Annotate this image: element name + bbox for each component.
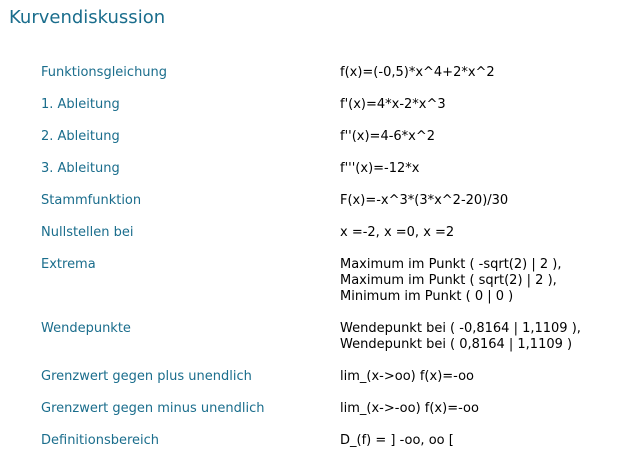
value-line: lim_(x->-oo) f(x)=-oo bbox=[340, 401, 479, 416]
value-line: Wendepunkt bei ( 0,8164 | 1,1109 ) bbox=[340, 337, 573, 352]
row-value bbox=[340, 57, 581, 89]
row-label: Funktionsgleichung bbox=[41, 65, 168, 80]
value-line: f'''(x)=-12*x bbox=[340, 161, 420, 176]
table-row bbox=[41, 185, 581, 217]
row-value bbox=[340, 153, 581, 185]
page-title: Kurvendiskussion bbox=[9, 7, 166, 28]
table-row bbox=[41, 121, 581, 153]
value-line: f''(x)=4-6*x^2 bbox=[340, 129, 436, 144]
value-line: lim_(x->oo) f(x)=-oo bbox=[340, 369, 474, 384]
value-line: x =-2, x =0, x =2 bbox=[340, 225, 455, 240]
row-value bbox=[340, 217, 581, 249]
value-line: Maximum im Punkt ( -sqrt(2) | 2 ), bbox=[340, 257, 562, 272]
table-row bbox=[41, 153, 581, 185]
value-line: Minimum im Punkt ( 0 | 0 ) bbox=[340, 289, 514, 304]
row-value bbox=[340, 185, 581, 217]
table-row bbox=[41, 361, 581, 393]
row-label: 1. Ableitung bbox=[41, 97, 120, 112]
row-label: Nullstellen bei bbox=[41, 225, 134, 240]
value-line: f'(x)=4*x-2*x^3 bbox=[340, 97, 446, 112]
row-label: Extrema bbox=[41, 257, 96, 272]
row-label: Definitionsbereich bbox=[41, 433, 160, 448]
table-row bbox=[41, 313, 581, 361]
value-line: Wendepunkt bei ( -0,8164 | 1,1109 ), bbox=[340, 321, 581, 336]
row-value bbox=[340, 393, 581, 425]
row-label: Grenzwert gegen minus unendlich bbox=[41, 401, 265, 416]
row-label: Grenzwert gegen plus unendlich bbox=[41, 369, 252, 384]
curve-analysis-body bbox=[41, 57, 581, 457]
row-label: 3. Ableitung bbox=[41, 161, 120, 176]
row-value bbox=[340, 89, 581, 121]
row-value bbox=[340, 121, 581, 153]
row-value bbox=[340, 313, 581, 361]
row-label: 2. Ableitung bbox=[41, 129, 120, 144]
row-label: Stammfunktion bbox=[41, 193, 142, 208]
table-row bbox=[41, 425, 581, 457]
value-line: D_(f) = ] -oo, oo [ bbox=[340, 433, 454, 448]
row-label: Wendepunkte bbox=[41, 321, 131, 336]
value-line: Maximum im Punkt ( sqrt(2) | 2 ), bbox=[340, 273, 557, 288]
table-row bbox=[41, 393, 581, 425]
table-row bbox=[41, 217, 581, 249]
table-row bbox=[41, 89, 581, 121]
value-line: F(x)=-x^3*(3*x^2-20)/30 bbox=[340, 193, 509, 208]
row-value bbox=[340, 249, 581, 313]
row-value bbox=[340, 361, 581, 393]
value-line: f(x)=(-0,5)*x^4+2*x^2 bbox=[340, 65, 495, 80]
row-value bbox=[340, 425, 581, 457]
curve-analysis-table bbox=[41, 57, 581, 457]
table-row bbox=[41, 249, 581, 313]
table-row bbox=[41, 57, 581, 89]
